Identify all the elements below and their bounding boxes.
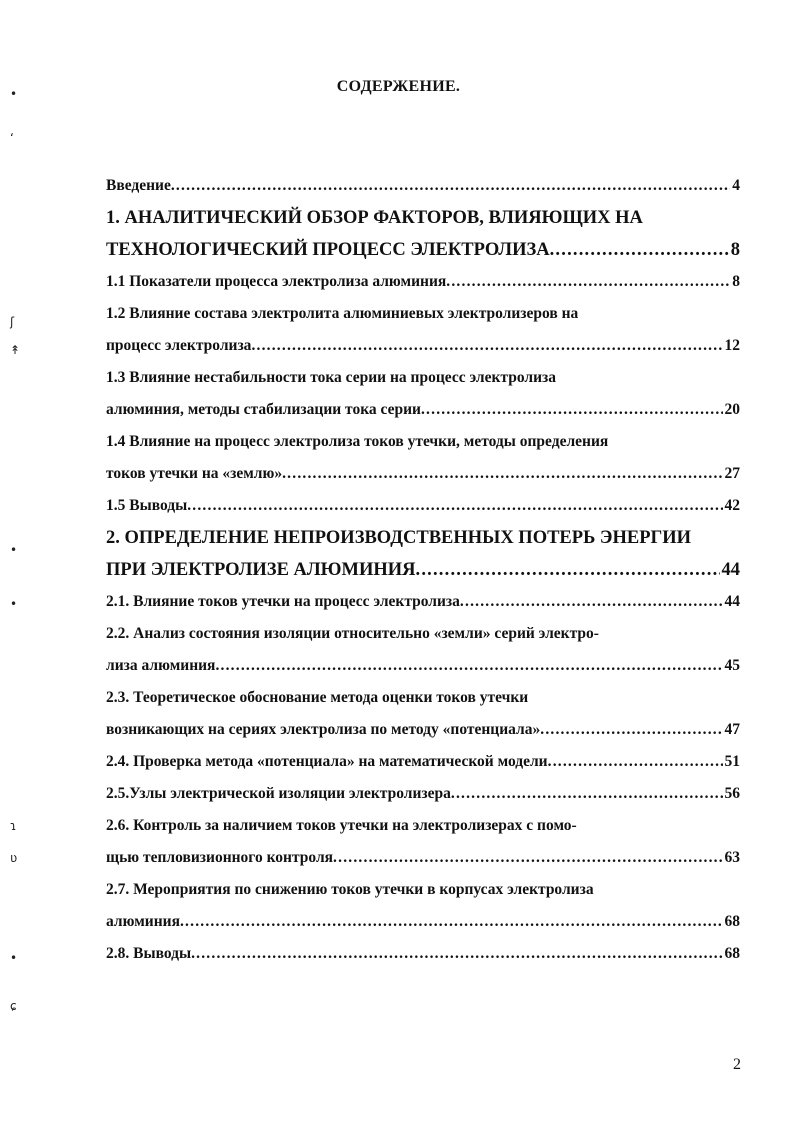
toc-entry-title: 2.6. Контроль за наличием токов утечки на электролизерах с помо- xyxy=(106,817,577,834)
toc-entry xyxy=(106,714,740,746)
dot-leader xyxy=(191,938,722,970)
toc-entry-title: алюминия xyxy=(106,913,180,930)
toc-entry xyxy=(106,362,740,394)
dot-leader xyxy=(282,458,722,490)
toc-entry-title: 2.1. Влияние токов утечки на процесс электролиза xyxy=(106,593,460,610)
toc-entry-page: 20 xyxy=(724,401,740,418)
toc-entry-title: 1.5 Выводы xyxy=(106,497,188,514)
toc-entry xyxy=(106,202,740,234)
margin-mark: ↟ xyxy=(10,343,21,357)
dot-leader xyxy=(333,842,722,874)
toc-entry-title: 1.1 Показатели процесса электролиза алюминия xyxy=(106,273,447,290)
toc-entry-title: 2.2. Анализ состояния изоляции относительно «земли» серий электро- xyxy=(106,625,599,642)
dot-leader xyxy=(416,554,720,586)
toc-entry xyxy=(106,810,740,842)
toc-entry-page: 8 xyxy=(730,240,740,260)
toc-entry-title: лиза алюминия xyxy=(106,657,216,674)
toc-entry-title: алюминия, методы стабилизации тока серии xyxy=(106,401,421,418)
toc-entry-title: возникающих на сериях электролиза по методу «потенциала» xyxy=(106,721,541,738)
toc-entry-title: 2.4. Проверка метода «потенциала» на математической модели xyxy=(106,753,548,770)
toc-entry-title: 2.5.Узлы электрической изоляции электролизера xyxy=(106,785,451,802)
margin-mark: ʻ xyxy=(10,131,14,145)
margin-mark: ʃ xyxy=(10,315,15,329)
toc-entry-title: щью тепловизионного контроля xyxy=(106,849,334,866)
toc-entry-title: 2.8. Выводы xyxy=(106,945,192,962)
table-of-contents xyxy=(106,170,740,970)
dot-leader xyxy=(187,490,722,522)
toc-entry xyxy=(106,650,740,682)
page-number: 2 xyxy=(733,1056,741,1073)
toc-entry-title: токов утечки на «землю» xyxy=(106,465,283,482)
toc-entry xyxy=(106,682,740,714)
dot-leader xyxy=(171,170,730,202)
toc-entry-page: 44 xyxy=(721,560,740,580)
toc-entry xyxy=(106,330,740,362)
dot-leader xyxy=(451,778,723,810)
toc-entry xyxy=(106,234,740,266)
margin-mark: • xyxy=(10,951,18,965)
dot-leader xyxy=(251,330,722,362)
toc-entry-title: ТЕХНОЛОГИЧЕСКИЙ ПРОЦЕСС ЭЛЕКТРОЛИЗА xyxy=(106,240,550,260)
toc-entry-page: 8 xyxy=(732,273,740,290)
toc-entry xyxy=(106,778,740,810)
toc-entry-page: 47 xyxy=(724,721,740,738)
toc-entry-title: 1.3 Влияние нестабильности тока серии на процесс электролиза xyxy=(106,369,556,386)
toc-entry xyxy=(106,394,740,426)
toc-entry-title: 2.3. Теоретическое обоснование метода оценки токов утечки xyxy=(106,689,529,706)
toc-entry xyxy=(106,170,740,202)
toc-entry xyxy=(106,554,740,586)
page-title: СОДЕРЖЕНИЕ. xyxy=(336,78,461,95)
toc-entry xyxy=(106,874,740,906)
toc-entry xyxy=(106,938,740,970)
toc-entry xyxy=(106,458,740,490)
toc-entry-title: 1.4 Влияние на процесс электролиза токов утечки, методы определения xyxy=(106,433,609,450)
toc-entry xyxy=(106,298,740,330)
toc-entry-title: ПРИ ЭЛЕКТРОЛИЗЕ АЛЮМИНИЯ xyxy=(106,560,416,580)
dot-leader xyxy=(180,906,723,938)
toc-entry-title: Введение xyxy=(106,177,171,194)
toc-entry xyxy=(106,746,740,778)
toc-entry-page: 56 xyxy=(724,785,740,802)
toc-entry-title: 1. АНАЛИТИЧЕСКИЙ ОБЗОР ФАКТОРОВ, ВЛИЯЮЩИХ НА xyxy=(106,208,643,228)
toc-entry-page: 68 xyxy=(724,945,740,962)
dot-leader xyxy=(421,394,723,426)
toc-entry-page: 4 xyxy=(732,177,740,194)
toc-entry-title: 1.2 Влияние состава электролита алюминиевых электролизеров на xyxy=(106,305,579,322)
margin-mark: ɿ xyxy=(10,819,17,833)
toc-entry-page: 63 xyxy=(724,849,740,866)
toc-entry-title: 2. ОПРЕДЕЛЕНИЕ НЕПРОИЗВОДСТВЕННЫХ ПОТЕРЬ ЭНЕРГИИ xyxy=(106,528,692,548)
dot-leader xyxy=(540,714,722,746)
toc-entry xyxy=(106,426,740,458)
toc-entry xyxy=(106,842,740,874)
margin-mark: • xyxy=(10,597,18,611)
toc-entry-page: 12 xyxy=(724,337,740,354)
toc-entry-title: 2.7. Мероприятия по снижению токов утечки в корпусах электролиза xyxy=(106,881,594,898)
dot-leader xyxy=(548,746,723,778)
toc-entry xyxy=(106,618,740,650)
toc-entry-page: 42 xyxy=(724,497,740,514)
toc-entry-page: 44 xyxy=(724,593,740,610)
toc-entry xyxy=(106,906,740,938)
toc-entry xyxy=(106,266,740,298)
toc-entry-page: 68 xyxy=(724,913,740,930)
toc-entry xyxy=(106,586,740,618)
margin-mark: • xyxy=(10,87,18,101)
toc-entry-page: 45 xyxy=(724,657,740,674)
dot-leader xyxy=(446,266,730,298)
dot-leader xyxy=(460,586,723,618)
toc-entry-page: 51 xyxy=(724,753,740,770)
margin-mark: ɕ xyxy=(10,999,17,1013)
toc-entry xyxy=(106,522,740,554)
toc-entry-title: процесс электролиза xyxy=(106,337,252,354)
toc-entry-page: 27 xyxy=(724,465,740,482)
dot-leader xyxy=(215,650,722,682)
margin-mark: ʋ xyxy=(10,851,18,865)
dot-leader xyxy=(550,234,729,266)
toc-entry xyxy=(106,490,740,522)
margin-mark: • xyxy=(10,543,18,557)
